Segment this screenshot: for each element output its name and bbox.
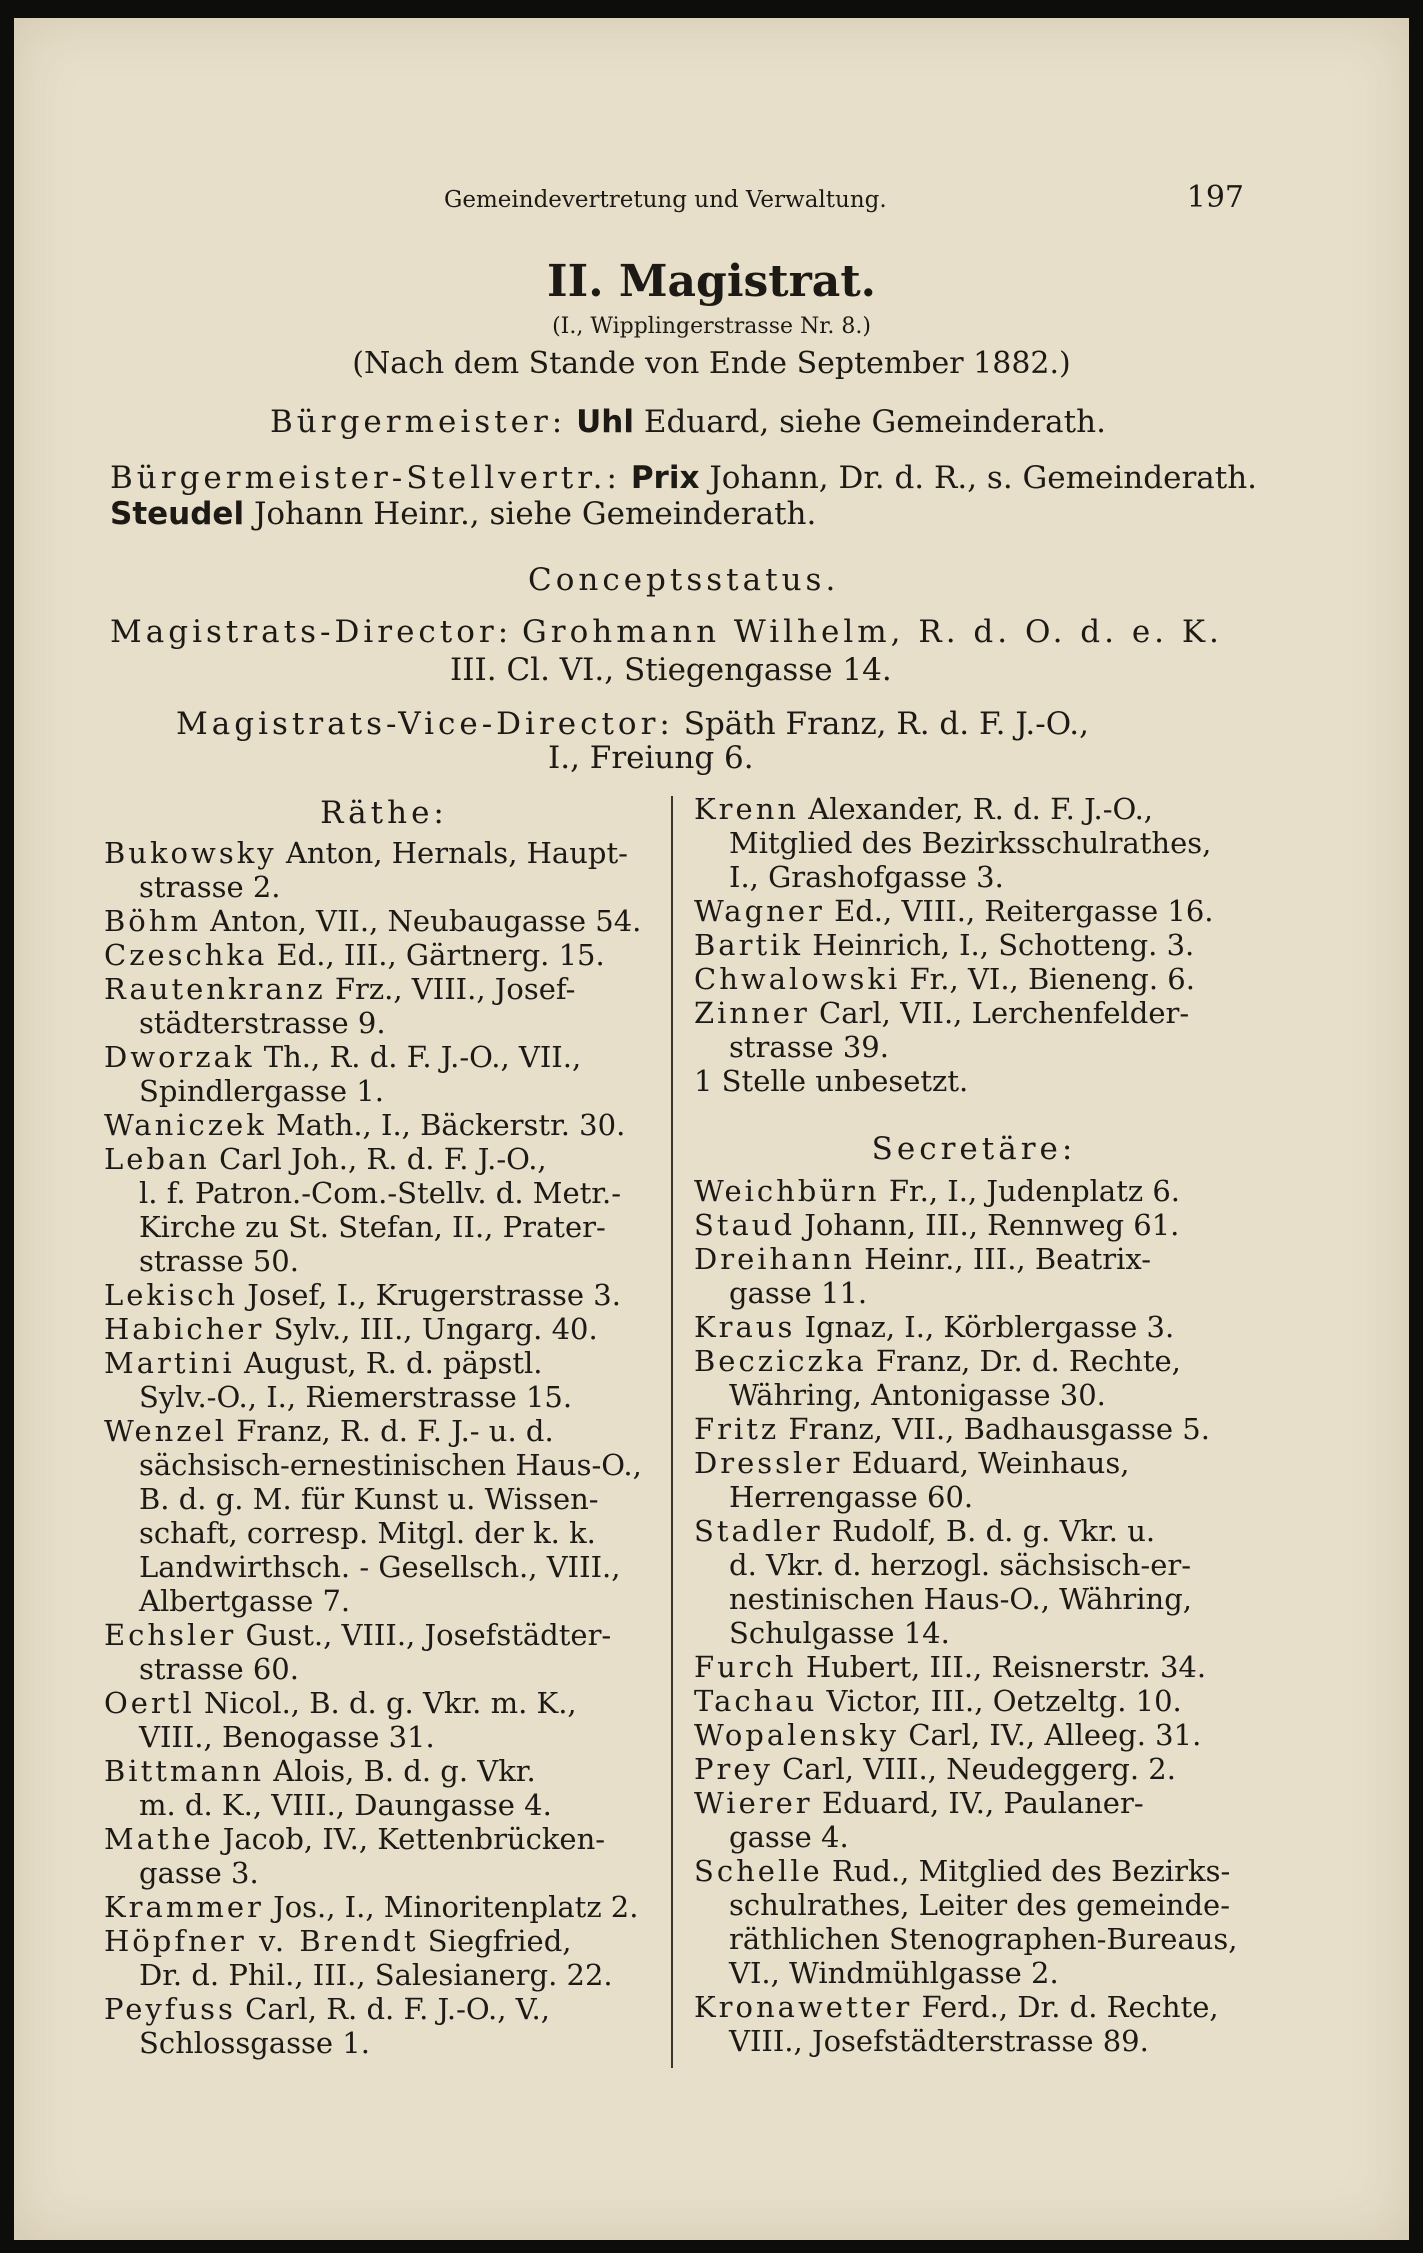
entry-name: Czeschka — [104, 938, 268, 972]
entry-name: Leban — [104, 1142, 210, 1176]
list-item — [104, 1278, 664, 1312]
entry-details: Heinrich, I., Schotteng. 3. — [812, 928, 1195, 962]
entry-continuation: städterstrasse 9. — [139, 1006, 386, 1040]
list-item — [104, 1108, 664, 1142]
list-item — [104, 1686, 664, 1754]
entry-name: Furch — [694, 1650, 797, 1684]
entry-name: Wagner — [694, 894, 825, 928]
entry-continuation: I., Grashofgasse 3. — [729, 860, 1004, 894]
entry-name: Bittmann — [104, 1754, 265, 1788]
concepts-heading: Conceptsstatus. — [528, 562, 840, 598]
entry-details: Anton, VII., Neubaugasse 54. — [210, 904, 642, 938]
section-title: II. Magistrat. — [547, 256, 876, 307]
entry-details: Carl, R. d. F. J.-O., V., — [245, 1992, 550, 2026]
entry-details: Rudolf, B. d. g. Vkr. u. — [831, 1514, 1156, 1548]
entry-continuation: strasse 50. — [139, 1244, 299, 1278]
list-item — [694, 1650, 1254, 1684]
entry-name: Kraus — [694, 1310, 796, 1344]
entry-details: Franz, R. d. F. J.- u. d. — [236, 1414, 554, 1448]
list-item — [104, 904, 664, 938]
entry-details: Johann, III., Rennweg 61. — [804, 1208, 1180, 1242]
entry-continuation: B. d. g. M. für Kunst u. Wissen- — [139, 1482, 599, 1516]
entry-details: Hubert, III., Reisnerstr. 34. — [805, 1650, 1207, 1684]
entry-continuation: Herrengasse 60. — [729, 1480, 974, 1514]
entry-name: Wopalensky — [694, 1718, 900, 1752]
entry-name: Oertl — [104, 1686, 195, 1720]
entry-continuation: Sylv.-O., I., Riemerstrasse 15. — [139, 1380, 573, 1414]
entry-name: Stadler — [694, 1514, 823, 1548]
entry-details: Carl, VIII., Neudeggerg. 2. — [782, 1752, 1176, 1786]
raethe-list-continued — [694, 792, 1254, 1064]
entry-continuation: Landwirthsch. - Gesellsch., VIII., — [139, 1550, 621, 1584]
entry-details: Ed., VIII., Reitergasse 16. — [834, 894, 1214, 928]
entry-name: Rautenkranz — [104, 972, 326, 1006]
entry-details: Carl, IV., Alleeg. 31. — [908, 1718, 1202, 1752]
entry-name: Fritz — [694, 1412, 780, 1446]
entry-details: Franz, Dr. d. Rechte, — [875, 1344, 1181, 1378]
mayor-line — [270, 404, 1106, 440]
entry-details: Heinr., III., Beatrix- — [864, 1242, 1152, 1276]
director-line-1 — [110, 614, 1223, 650]
entry-continuation: strasse 60. — [139, 1652, 299, 1686]
entry-continuation: nestinischen Haus-O., Währing, — [729, 1582, 1192, 1616]
list-item — [694, 1310, 1254, 1344]
entry-continuation: Schulgasse 14. — [729, 1616, 950, 1650]
entry-continuation: räthlichen Stenographen-Bureaus, — [729, 1922, 1238, 1956]
entry-continuation: Kirche zu St. Stefan, II., Prater- — [139, 1210, 606, 1244]
list-item — [694, 1174, 1254, 1208]
list-item — [694, 1718, 1254, 1752]
entry-name: Krenn — [694, 792, 800, 826]
list-item — [104, 1618, 664, 1686]
entry-details: Gust., VIII., Josefstädter- — [245, 1618, 612, 1652]
entry-details: Alois, B. d. g. Vkr. — [273, 1754, 536, 1788]
page-header — [444, 180, 1244, 215]
entry-continuation: Schlossgasse 1. — [139, 2026, 370, 2060]
list-item — [694, 894, 1254, 928]
list-item — [694, 1786, 1254, 1854]
entry-name: Peyfuss — [104, 1992, 236, 2026]
entry-continuation: schulrathes, Leiter des gemeinde- — [729, 1888, 1231, 1922]
entry-details: Frz., VIII., Josef- — [334, 972, 576, 1006]
list-item — [104, 1924, 664, 1992]
entry-continuation: Dr. d. Phil., III., Salesianerg. 22. — [139, 1958, 613, 1992]
list-item — [104, 972, 664, 1040]
entry-details: Alexander, R. d. F. J.-O., — [808, 792, 1154, 826]
entry-continuation: VI., Windmühlgasse 2. — [729, 1956, 1059, 1990]
director-label: Magistrats-Director: — [110, 614, 513, 650]
right-column — [694, 792, 1254, 2058]
entry-continuation: Mitglied des Bezirksschulrathes, — [729, 826, 1212, 860]
entry-name: Höpfner v. Brendt — [104, 1924, 419, 1958]
vice-director-line-1 — [176, 706, 1089, 742]
list-item — [104, 938, 664, 972]
entry-details: August, R. d. päpstl. — [243, 1346, 543, 1380]
secretaries-list — [694, 1174, 1254, 2058]
entry-continuation: sächsisch-ernestinischen Haus-O., — [139, 1448, 642, 1482]
entry-name: Wierer — [694, 1786, 813, 1820]
entry-details: Fr., I., Judenplatz 6. — [888, 1174, 1181, 1208]
entry-details: Franz, VII., Badhausgasse 5. — [788, 1412, 1210, 1446]
entry-details: Josef, I., Krugerstrasse 3. — [247, 1278, 621, 1312]
list-item — [694, 1412, 1254, 1446]
raethe-heading: Räthe: — [320, 795, 448, 831]
list-item — [104, 1822, 664, 1890]
list-item — [694, 962, 1254, 996]
list-item — [694, 928, 1254, 962]
entry-continuation: Spindlergasse 1. — [139, 1074, 384, 1108]
entry-details: Eduard, Weinhaus, — [851, 1446, 1130, 1480]
vice-director-name: Späth Franz, R. d. F. J.-O., — [683, 706, 1090, 742]
list-item — [694, 1514, 1254, 1650]
entry-name: Tachau — [694, 1684, 818, 1718]
entry-details: Siegfried, — [427, 1924, 572, 1958]
entry-name: Mathe — [104, 1822, 214, 1856]
list-item — [694, 1208, 1254, 1242]
list-item — [694, 1242, 1254, 1310]
entry-name: Lekisch — [104, 1278, 239, 1312]
list-item — [694, 1684, 1254, 1718]
vice-director-line-2: I., Freiung 6. — [548, 740, 754, 776]
state-note: (Nach dem Stande von Ende September 1882.) — [352, 346, 1071, 381]
entry-name: Prey — [694, 1752, 773, 1786]
entry-name: Schelle — [694, 1854, 823, 1888]
entry-name: Habicher — [104, 1312, 265, 1346]
left-column — [104, 796, 664, 2060]
entry-details: Eduard, IV., Paulaner- — [821, 1786, 1144, 1820]
entry-continuation: Albertgasse 7. — [139, 1584, 351, 1618]
entry-name: Wenzel — [104, 1414, 227, 1448]
entry-name: Bartik — [694, 928, 803, 962]
entry-continuation: gasse 11. — [729, 1276, 868, 1310]
deputy-name-2: Steudel — [110, 496, 245, 532]
entry-name: Echsler — [104, 1618, 237, 1652]
list-item — [694, 1990, 1254, 2058]
entry-name: Dressler — [694, 1446, 843, 1480]
list-item — [694, 1344, 1254, 1412]
entry-details: Rud., Mitglied des Bezirks- — [831, 1854, 1231, 1888]
entry-continuation: schaft, corresp. Mitgl. der k. k. — [139, 1516, 596, 1550]
entry-details: Th., R. d. F. J.-O., VII., — [263, 1040, 582, 1074]
director-line-2: III. Cl. VI., Stiegengasse 14. — [450, 652, 892, 688]
secretaries-heading: Secretäre: — [871, 1131, 1077, 1167]
entry-name: Dreihann — [694, 1242, 855, 1276]
list-item — [694, 1854, 1254, 1990]
entry-name: Chwalowski — [694, 962, 901, 996]
vice-director-label: Magistrats-Vice-Director: — [176, 706, 674, 742]
document-page — [14, 18, 1409, 2240]
entry-details: Fr., VI., Bieneng. 6. — [909, 962, 1195, 996]
deputy-line-2 — [110, 496, 816, 532]
list-item — [694, 792, 1254, 894]
entry-details: Carl Joh., R. d. F. J.-O., — [219, 1142, 547, 1176]
running-title: Gemeindevertretung und Verwaltung. — [444, 187, 887, 213]
entry-details: Anton, Hernals, Haupt- — [285, 836, 628, 870]
entry-continuation: gasse 3. — [139, 1856, 259, 1890]
entry-details: Ferd., Dr. d. Rechte, — [921, 1990, 1219, 2024]
column-divider — [671, 796, 673, 2068]
list-item — [104, 1754, 664, 1822]
entry-name: Becziczka — [694, 1344, 867, 1378]
list-item — [694, 1752, 1254, 1786]
entry-details: Ed., III., Gärtnerg. 15. — [276, 938, 605, 972]
entry-details: Jacob, IV., Kettenbrücken- — [222, 1822, 606, 1856]
entry-name: Dworzak — [104, 1040, 255, 1074]
list-item — [104, 836, 664, 904]
section-address: (I., Wipplingerstrasse Nr. 8.) — [552, 314, 871, 339]
entry-name: Krammer — [104, 1890, 264, 1924]
list-item — [104, 1142, 664, 1278]
entry-continuation: VIII., Benogasse 31. — [139, 1720, 435, 1754]
entry-name: Waniczek — [104, 1108, 267, 1142]
entry-details: Carl, VII., Lerchenfelder- — [819, 996, 1190, 1030]
entry-name: Martini — [104, 1346, 235, 1380]
deputy-line-1 — [110, 460, 1257, 496]
entry-continuation: l. f. Patron.-Com.-Stellv. d. Metr.- — [139, 1176, 621, 1210]
entry-name: Weichbürn — [694, 1174, 880, 1208]
list-item — [104, 1346, 664, 1414]
list-item — [104, 1890, 664, 1924]
entry-name: Zinner — [694, 996, 810, 1030]
entry-continuation: d. Vkr. d. herzogl. sächsisch-er- — [729, 1548, 1192, 1582]
entry-name: Böhm — [104, 904, 201, 938]
entry-details: Victor, III., Oetzeltg. 10. — [826, 1684, 1182, 1718]
list-item — [104, 1040, 664, 1108]
vacancy-note: 1 Stelle unbesetzt. — [694, 1064, 969, 1098]
list-item — [694, 996, 1254, 1064]
entry-name: Kronawetter — [694, 1990, 913, 2024]
list-item — [104, 1312, 664, 1346]
entry-continuation: m. d. K., VIII., Daungasse 4. — [139, 1788, 552, 1822]
entry-continuation: gasse 4. — [729, 1820, 849, 1854]
deputy-rest-2: Johann Heinr., siehe Gemeinderath. — [253, 496, 817, 532]
entry-continuation: strasse 2. — [139, 870, 281, 904]
deputy-name-1: Prix — [630, 460, 700, 496]
list-item — [694, 1446, 1254, 1514]
entry-continuation: VIII., Josefstädterstrasse 89. — [729, 2024, 1149, 2058]
entry-name: Bukowsky — [104, 836, 277, 870]
director-name: Grohmann Wilhelm, R. d. O. d. e. K. — [522, 614, 1223, 650]
entry-details: Jos., I., Minoritenplatz 2. — [273, 1890, 639, 1924]
list-item — [104, 1414, 664, 1618]
entry-details: Sylv., III., Ungarg. 40. — [273, 1312, 598, 1346]
entry-continuation: Währing, Antonigasse 30. — [729, 1378, 1106, 1412]
deputy-label: Bürgermeister-Stellvertr.: — [110, 460, 621, 496]
list-item — [104, 1992, 664, 2060]
deputy-rest-1: Johann, Dr. d. R., s. Gemeinderath. — [709, 460, 1258, 496]
page-number: 197 — [1186, 180, 1244, 215]
raethe-list — [104, 836, 664, 2060]
entry-continuation: strasse 39. — [729, 1030, 889, 1064]
mayor-name: Uhl — [576, 404, 634, 440]
mayor-label: Bürgermeister: — [270, 404, 567, 440]
entry-name: Staud — [694, 1208, 796, 1242]
entry-details: Nicol., B. d. g. Vkr. m. K., — [203, 1686, 577, 1720]
entry-details: Ignaz, I., Körblergasse 3. — [804, 1310, 1175, 1344]
entry-details: Math., I., Bäckerstr. 30. — [276, 1108, 626, 1142]
mayor-rest: Eduard, siehe Gemeinderath. — [643, 404, 1106, 440]
